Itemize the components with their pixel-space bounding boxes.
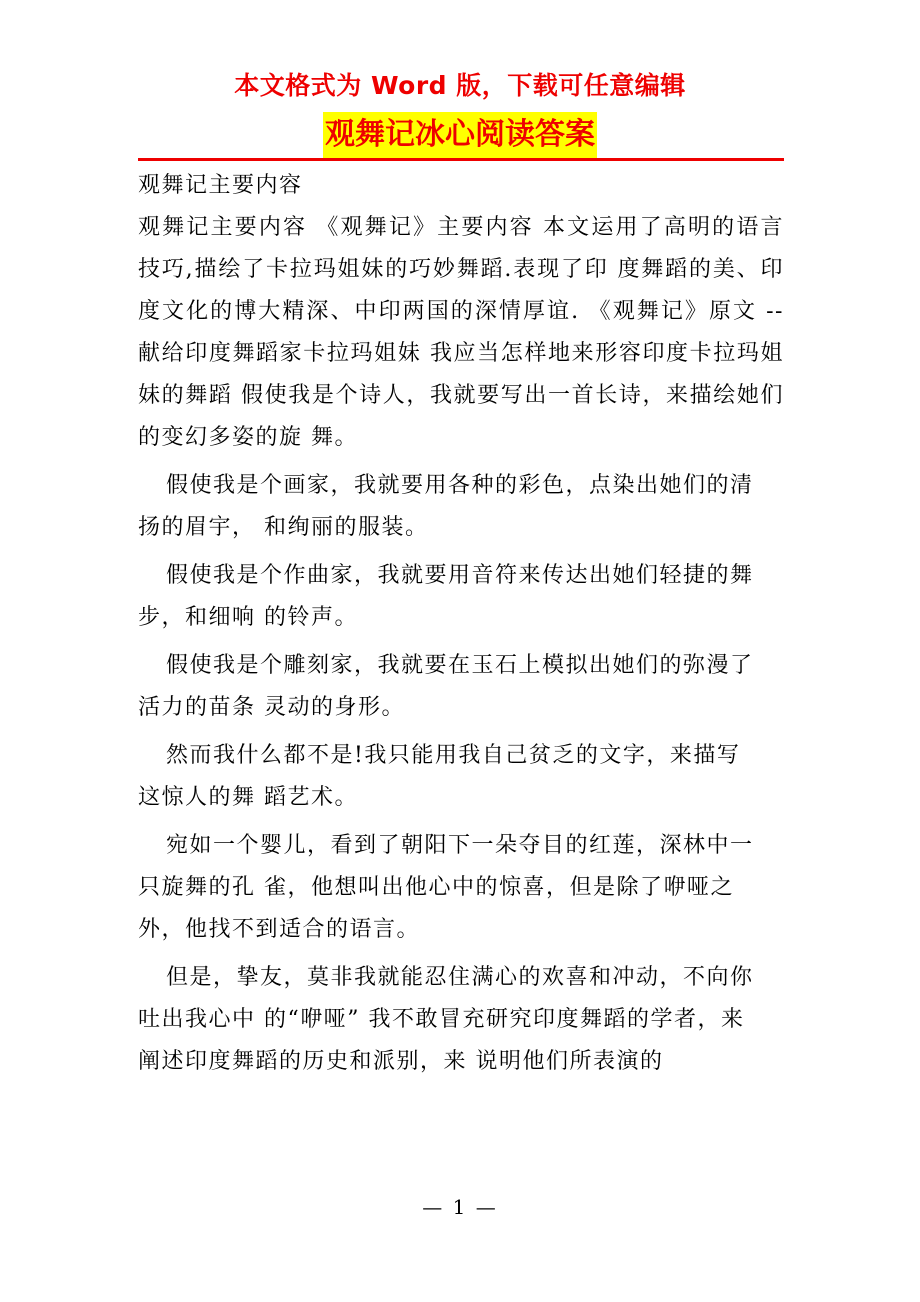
title-divider <box>138 158 784 161</box>
document-banner: 本文格式为 Word 版，下载可任意编辑 <box>234 71 686 100</box>
paragraph: 但是，挚友，莫非我就能忍住满心的欢喜和冲动，不向你吐出我心中 的“咿哑” 我不敢冒充研究印度舞蹈的学者，来阐述印度舞蹈的历史和派别，来 说明他们所表演的 <box>138 965 754 1074</box>
paragraph: 宛如一个婴儿，看到了朝阳下一朵夺目的红莲，深林中一只旋舞的孔 雀，他想叫出他心中的惊喜，但是除了咿哑之外，他找不到适合的语言。 <box>138 833 754 942</box>
paragraph-intro: 观舞记主要内容 《观舞记》主要内容 本文运用了高明的语言技巧,描绘了卡拉玛姐妹的巧妙舞蹈.表现了印 度舞蹈的美、印度文化的博大精深、中印两国的深情厚谊. 《观舞记》原文 --献给印度舞蹈家卡拉玛姐妹 我应当怎样地来形容印度卡拉玛姐妹的舞蹈 假使我是个诗人，我就要写出一首长诗，来描绘她们的变幻多姿的旋 舞。 <box>138 215 784 450</box>
title-container <box>0 112 920 158</box>
paragraph: 假使我是个作曲家，我就要用音符来传达出她们轻捷的舞步，和细响 的铃声。 <box>138 563 754 630</box>
paragraph: 假使我是个画家，我就要用各种的彩色，点染出她们的清扬的眉宇， 和绚丽的服装。 <box>138 473 754 540</box>
paragraph: 假使我是个雕刻家，我就要在玉石上模拟出她们的弥漫了活力的苗条 灵动的身形。 <box>138 653 754 720</box>
paragraph: 然而我什么都不是!我只能用我自己贫乏的文字，来描写这惊人的舞 蹈艺术。 <box>138 743 741 810</box>
document-body <box>138 165 784 1083</box>
section-heading: 观舞记主要内容 <box>138 173 303 198</box>
document-title: 观舞记冰心阅读答案 <box>323 112 597 158</box>
page-number: — 1 — <box>422 1195 498 1219</box>
